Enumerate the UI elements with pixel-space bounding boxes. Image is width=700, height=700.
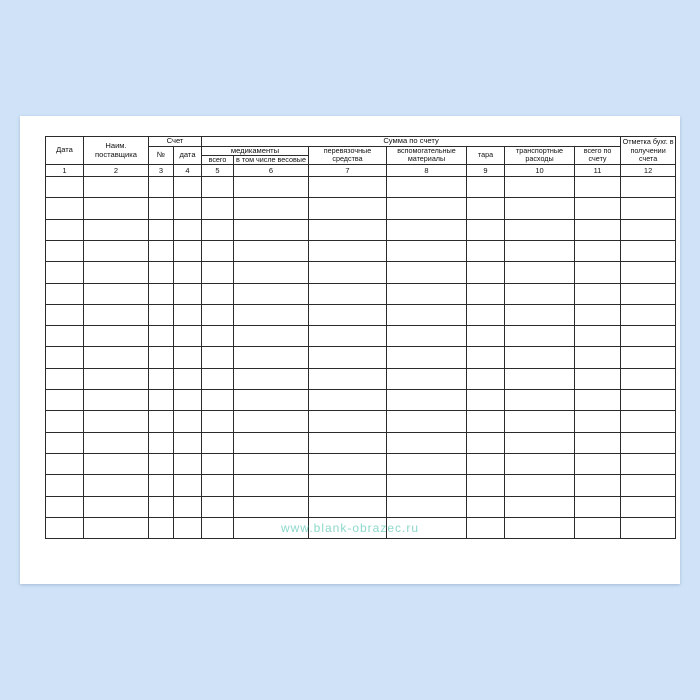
table-cell[interactable] bbox=[387, 177, 467, 198]
table-cell[interactable] bbox=[575, 496, 621, 517]
table-cell[interactable] bbox=[467, 240, 505, 261]
table-cell[interactable] bbox=[467, 177, 505, 198]
table-row[interactable] bbox=[46, 496, 676, 517]
table-cell[interactable] bbox=[621, 177, 676, 198]
header-total-account: всего по счету bbox=[575, 146, 621, 165]
table-cell[interactable] bbox=[234, 262, 309, 283]
table-cell[interactable] bbox=[234, 240, 309, 261]
table-cell[interactable] bbox=[621, 411, 676, 432]
table-cell[interactable] bbox=[467, 368, 505, 389]
table-cell[interactable] bbox=[309, 177, 387, 198]
table-cell[interactable] bbox=[174, 177, 202, 198]
table-cell[interactable] bbox=[575, 198, 621, 219]
table-cell[interactable] bbox=[621, 262, 676, 283]
table-cell[interactable] bbox=[575, 453, 621, 474]
table-cell[interactable] bbox=[575, 411, 621, 432]
table-cell[interactable] bbox=[149, 368, 174, 389]
table-cell[interactable] bbox=[387, 411, 467, 432]
table-row[interactable] bbox=[46, 453, 676, 474]
table-cell[interactable] bbox=[575, 517, 621, 538]
table-cell[interactable] bbox=[202, 326, 234, 347]
table-cell[interactable] bbox=[621, 240, 676, 261]
table-cell[interactable] bbox=[174, 390, 202, 411]
paper-sheet bbox=[20, 116, 680, 584]
table-cell[interactable] bbox=[46, 475, 84, 496]
table-cell[interactable] bbox=[387, 262, 467, 283]
table-row[interactable] bbox=[46, 219, 676, 240]
table-cell[interactable] bbox=[234, 411, 309, 432]
table-cell[interactable] bbox=[234, 496, 309, 517]
table-cell[interactable] bbox=[234, 517, 309, 538]
table-cell[interactable] bbox=[387, 453, 467, 474]
table-cell[interactable] bbox=[234, 453, 309, 474]
table-cell[interactable] bbox=[467, 283, 505, 304]
table-cell[interactable] bbox=[505, 219, 575, 240]
table-cell[interactable] bbox=[505, 177, 575, 198]
table-row[interactable] bbox=[46, 517, 676, 538]
table-cell[interactable] bbox=[174, 240, 202, 261]
table-cell[interactable] bbox=[309, 517, 387, 538]
header-accounting-mark: Отметка бухг. в получении счета bbox=[621, 137, 676, 165]
table-cell[interactable] bbox=[621, 453, 676, 474]
table-cell[interactable] bbox=[505, 304, 575, 325]
table-cell[interactable] bbox=[505, 411, 575, 432]
table-cell[interactable] bbox=[84, 347, 149, 368]
column-number: 2 bbox=[84, 165, 149, 177]
column-number: 10 bbox=[505, 165, 575, 177]
table-cell[interactable] bbox=[309, 283, 387, 304]
table-cell[interactable] bbox=[387, 304, 467, 325]
table-cell[interactable] bbox=[575, 326, 621, 347]
table-cell[interactable] bbox=[467, 475, 505, 496]
column-number: 7 bbox=[309, 165, 387, 177]
table-cell[interactable] bbox=[174, 411, 202, 432]
table-cell[interactable] bbox=[149, 283, 174, 304]
table-cell[interactable] bbox=[234, 304, 309, 325]
table-cell[interactable] bbox=[202, 177, 234, 198]
column-number: 5 bbox=[202, 165, 234, 177]
table-cell[interactable] bbox=[575, 390, 621, 411]
table-cell[interactable] bbox=[149, 475, 174, 496]
table-cell[interactable] bbox=[505, 240, 575, 261]
table-cell[interactable] bbox=[149, 347, 174, 368]
table-cell[interactable] bbox=[309, 411, 387, 432]
watermark: www.blank-obrazec.ru bbox=[280, 521, 420, 535]
table-cell[interactable] bbox=[174, 347, 202, 368]
table-row[interactable] bbox=[46, 432, 676, 453]
table-cell[interactable] bbox=[505, 432, 575, 453]
header-medicines-total: всего bbox=[202, 156, 234, 165]
header-supplier: Наим. поставщика bbox=[84, 137, 149, 165]
table-cell[interactable] bbox=[46, 390, 84, 411]
header-account-group: Счет bbox=[149, 137, 202, 147]
table-cell[interactable] bbox=[84, 240, 149, 261]
table-cell[interactable] bbox=[234, 283, 309, 304]
table-cell[interactable] bbox=[202, 262, 234, 283]
table-cell[interactable] bbox=[46, 411, 84, 432]
table-cell[interactable] bbox=[84, 475, 149, 496]
table-header bbox=[46, 137, 676, 177]
header-account-date: дата bbox=[174, 146, 202, 165]
table-cell[interactable] bbox=[46, 177, 84, 198]
table-cell[interactable] bbox=[621, 496, 676, 517]
table-cell[interactable] bbox=[46, 304, 84, 325]
table-row[interactable] bbox=[46, 390, 676, 411]
table-cell[interactable] bbox=[467, 304, 505, 325]
table-cell[interactable] bbox=[575, 368, 621, 389]
table-row[interactable] bbox=[46, 177, 676, 198]
table-cell[interactable] bbox=[202, 517, 234, 538]
table-cell[interactable] bbox=[505, 368, 575, 389]
table-cell[interactable] bbox=[575, 262, 621, 283]
table-cell[interactable] bbox=[46, 283, 84, 304]
table-cell[interactable] bbox=[575, 177, 621, 198]
header-dressing: перевязочные средства bbox=[309, 146, 387, 165]
table-cell[interactable] bbox=[174, 198, 202, 219]
table-cell[interactable] bbox=[46, 368, 84, 389]
table-cell[interactable] bbox=[46, 432, 84, 453]
table-cell[interactable] bbox=[84, 496, 149, 517]
header-container: тара bbox=[467, 146, 505, 165]
table-cell[interactable] bbox=[84, 368, 149, 389]
table-cell[interactable] bbox=[621, 390, 676, 411]
header-date: Дата bbox=[46, 137, 84, 165]
table-row[interactable] bbox=[46, 283, 676, 304]
table-cell[interactable] bbox=[467, 411, 505, 432]
table-row[interactable] bbox=[46, 198, 676, 219]
table-cell[interactable] bbox=[309, 304, 387, 325]
column-number: 12 bbox=[621, 165, 676, 177]
table-cell[interactable] bbox=[309, 240, 387, 261]
table-cell[interactable] bbox=[309, 475, 387, 496]
table-cell[interactable] bbox=[505, 517, 575, 538]
table-cell[interactable] bbox=[149, 219, 174, 240]
table-cell[interactable] bbox=[575, 475, 621, 496]
table-cell[interactable] bbox=[467, 219, 505, 240]
table-cell[interactable] bbox=[621, 283, 676, 304]
table-cell[interactable] bbox=[387, 198, 467, 219]
table-cell[interactable] bbox=[84, 326, 149, 347]
table-cell[interactable] bbox=[309, 453, 387, 474]
table-cell[interactable] bbox=[467, 390, 505, 411]
supply-register-table bbox=[45, 136, 676, 539]
register-form bbox=[45, 136, 674, 564]
table-cell[interactable] bbox=[505, 198, 575, 219]
table-cell[interactable] bbox=[84, 517, 149, 538]
table-row[interactable] bbox=[46, 262, 676, 283]
table-cell[interactable] bbox=[46, 517, 84, 538]
table-cell[interactable] bbox=[387, 283, 467, 304]
table-cell[interactable] bbox=[84, 177, 149, 198]
table-cell[interactable] bbox=[575, 283, 621, 304]
table-body bbox=[46, 177, 676, 539]
header-row-1 bbox=[46, 137, 676, 147]
header-account-number: № bbox=[149, 146, 174, 165]
table-cell[interactable] bbox=[149, 453, 174, 474]
table-row[interactable] bbox=[46, 475, 676, 496]
table-cell[interactable] bbox=[621, 326, 676, 347]
table-cell[interactable] bbox=[174, 283, 202, 304]
table-cell[interactable] bbox=[202, 347, 234, 368]
table-cell[interactable] bbox=[309, 368, 387, 389]
table-cell[interactable] bbox=[621, 517, 676, 538]
table-cell[interactable] bbox=[149, 240, 174, 261]
table-cell[interactable] bbox=[234, 219, 309, 240]
table-cell[interactable] bbox=[202, 453, 234, 474]
table-cell[interactable] bbox=[387, 496, 467, 517]
column-number: 8 bbox=[387, 165, 467, 177]
table-cell[interactable] bbox=[505, 283, 575, 304]
table-cell[interactable] bbox=[505, 475, 575, 496]
table-cell[interactable] bbox=[174, 453, 202, 474]
table-row[interactable] bbox=[46, 368, 676, 389]
table-cell[interactable] bbox=[467, 198, 505, 219]
table-cell[interactable] bbox=[84, 283, 149, 304]
table-cell[interactable] bbox=[202, 432, 234, 453]
column-number-row bbox=[46, 165, 676, 177]
table-cell[interactable] bbox=[149, 411, 174, 432]
table-cell[interactable] bbox=[202, 283, 234, 304]
table-cell[interactable] bbox=[467, 453, 505, 474]
table-cell[interactable] bbox=[387, 347, 467, 368]
table-cell[interactable] bbox=[575, 347, 621, 368]
table-cell[interactable] bbox=[467, 496, 505, 517]
table-cell[interactable] bbox=[309, 198, 387, 219]
table-cell[interactable] bbox=[387, 432, 467, 453]
table-cell[interactable] bbox=[621, 347, 676, 368]
table-cell[interactable] bbox=[84, 432, 149, 453]
table-cell[interactable] bbox=[149, 496, 174, 517]
table-cell[interactable] bbox=[149, 262, 174, 283]
table-cell[interactable] bbox=[621, 304, 676, 325]
table-cell[interactable] bbox=[505, 326, 575, 347]
table-cell[interactable] bbox=[174, 219, 202, 240]
table-cell[interactable] bbox=[202, 496, 234, 517]
column-number: 3 bbox=[149, 165, 174, 177]
table-cell[interactable] bbox=[575, 304, 621, 325]
table-cell[interactable] bbox=[387, 368, 467, 389]
table-cell[interactable] bbox=[46, 240, 84, 261]
table-cell[interactable] bbox=[149, 390, 174, 411]
table-cell[interactable] bbox=[174, 326, 202, 347]
table-row[interactable] bbox=[46, 304, 676, 325]
table-cell[interactable] bbox=[467, 432, 505, 453]
table-cell[interactable] bbox=[46, 326, 84, 347]
table-cell[interactable] bbox=[84, 411, 149, 432]
table-cell[interactable] bbox=[309, 219, 387, 240]
table-cell[interactable] bbox=[387, 219, 467, 240]
table-cell[interactable] bbox=[149, 517, 174, 538]
table-cell[interactable] bbox=[46, 496, 84, 517]
table-cell[interactable] bbox=[621, 219, 676, 240]
table-cell[interactable] bbox=[234, 390, 309, 411]
table-cell[interactable] bbox=[84, 304, 149, 325]
table-cell[interactable] bbox=[174, 304, 202, 325]
table-cell[interactable] bbox=[387, 390, 467, 411]
table-cell[interactable] bbox=[234, 368, 309, 389]
table-cell[interactable] bbox=[387, 326, 467, 347]
table-cell[interactable] bbox=[84, 198, 149, 219]
table-cell[interactable] bbox=[309, 262, 387, 283]
table-cell[interactable] bbox=[202, 198, 234, 219]
table-cell[interactable] bbox=[174, 475, 202, 496]
table-cell[interactable] bbox=[202, 304, 234, 325]
table-cell[interactable] bbox=[46, 198, 84, 219]
table-cell[interactable] bbox=[174, 496, 202, 517]
table-cell[interactable] bbox=[467, 517, 505, 538]
table-cell[interactable] bbox=[46, 219, 84, 240]
header-medicines-weight: в том числе весовые bbox=[234, 156, 309, 165]
table-cell[interactable] bbox=[575, 219, 621, 240]
table-cell[interactable] bbox=[84, 453, 149, 474]
table-cell[interactable] bbox=[309, 390, 387, 411]
table-cell[interactable] bbox=[46, 453, 84, 474]
table-cell[interactable] bbox=[202, 219, 234, 240]
header-sum-group: Сумма по счету bbox=[202, 137, 621, 147]
table-cell[interactable] bbox=[467, 347, 505, 368]
table-cell[interactable] bbox=[505, 496, 575, 517]
table-cell[interactable] bbox=[202, 368, 234, 389]
table-cell[interactable] bbox=[149, 177, 174, 198]
table-cell[interactable] bbox=[621, 368, 676, 389]
table-cell[interactable] bbox=[621, 198, 676, 219]
table-row[interactable] bbox=[46, 347, 676, 368]
column-number: 6 bbox=[234, 165, 309, 177]
table-cell[interactable] bbox=[84, 219, 149, 240]
table-row[interactable] bbox=[46, 240, 676, 261]
table-cell[interactable] bbox=[387, 517, 467, 538]
table-cell[interactable] bbox=[234, 475, 309, 496]
table-cell[interactable] bbox=[174, 368, 202, 389]
table-cell[interactable] bbox=[505, 347, 575, 368]
table-cell[interactable] bbox=[467, 326, 505, 347]
table-cell[interactable] bbox=[505, 453, 575, 474]
table-cell[interactable] bbox=[309, 432, 387, 453]
table-cell[interactable] bbox=[467, 262, 505, 283]
table-cell[interactable] bbox=[202, 390, 234, 411]
table-cell[interactable] bbox=[575, 240, 621, 261]
column-number: 4 bbox=[174, 165, 202, 177]
header-transport: транспортные расходы bbox=[505, 146, 575, 165]
table-cell[interactable] bbox=[387, 240, 467, 261]
table-cell[interactable] bbox=[46, 347, 84, 368]
table-cell[interactable] bbox=[621, 475, 676, 496]
table-cell[interactable] bbox=[234, 177, 309, 198]
table-cell[interactable] bbox=[202, 240, 234, 261]
column-number: 9 bbox=[467, 165, 505, 177]
table-cell[interactable] bbox=[309, 347, 387, 368]
table-cell[interactable] bbox=[202, 475, 234, 496]
table-cell[interactable] bbox=[174, 262, 202, 283]
column-number: 1 bbox=[46, 165, 84, 177]
table-cell[interactable] bbox=[149, 198, 174, 219]
table-cell[interactable] bbox=[234, 198, 309, 219]
table-cell[interactable] bbox=[309, 496, 387, 517]
table-cell[interactable] bbox=[84, 262, 149, 283]
header-medicines-group: медикаменты bbox=[202, 146, 309, 156]
table-cell[interactable] bbox=[234, 326, 309, 347]
table-row[interactable] bbox=[46, 411, 676, 432]
table-row[interactable] bbox=[46, 326, 676, 347]
header-auxiliary: вспомогательные материалы bbox=[387, 146, 467, 165]
table-cell[interactable] bbox=[621, 432, 676, 453]
table-cell[interactable] bbox=[309, 326, 387, 347]
table-cell[interactable] bbox=[575, 432, 621, 453]
table-cell[interactable] bbox=[149, 432, 174, 453]
table-cell[interactable] bbox=[234, 347, 309, 368]
table-cell[interactable] bbox=[149, 326, 174, 347]
column-number: 11 bbox=[575, 165, 621, 177]
table-cell[interactable] bbox=[505, 390, 575, 411]
table-cell[interactable] bbox=[84, 390, 149, 411]
table-cell[interactable] bbox=[202, 411, 234, 432]
table-cell[interactable] bbox=[46, 262, 84, 283]
table-cell[interactable] bbox=[234, 432, 309, 453]
table-cell[interactable] bbox=[505, 262, 575, 283]
table-cell[interactable] bbox=[174, 432, 202, 453]
table-cell[interactable] bbox=[149, 304, 174, 325]
table-cell[interactable] bbox=[174, 517, 202, 538]
table-cell[interactable] bbox=[387, 475, 467, 496]
